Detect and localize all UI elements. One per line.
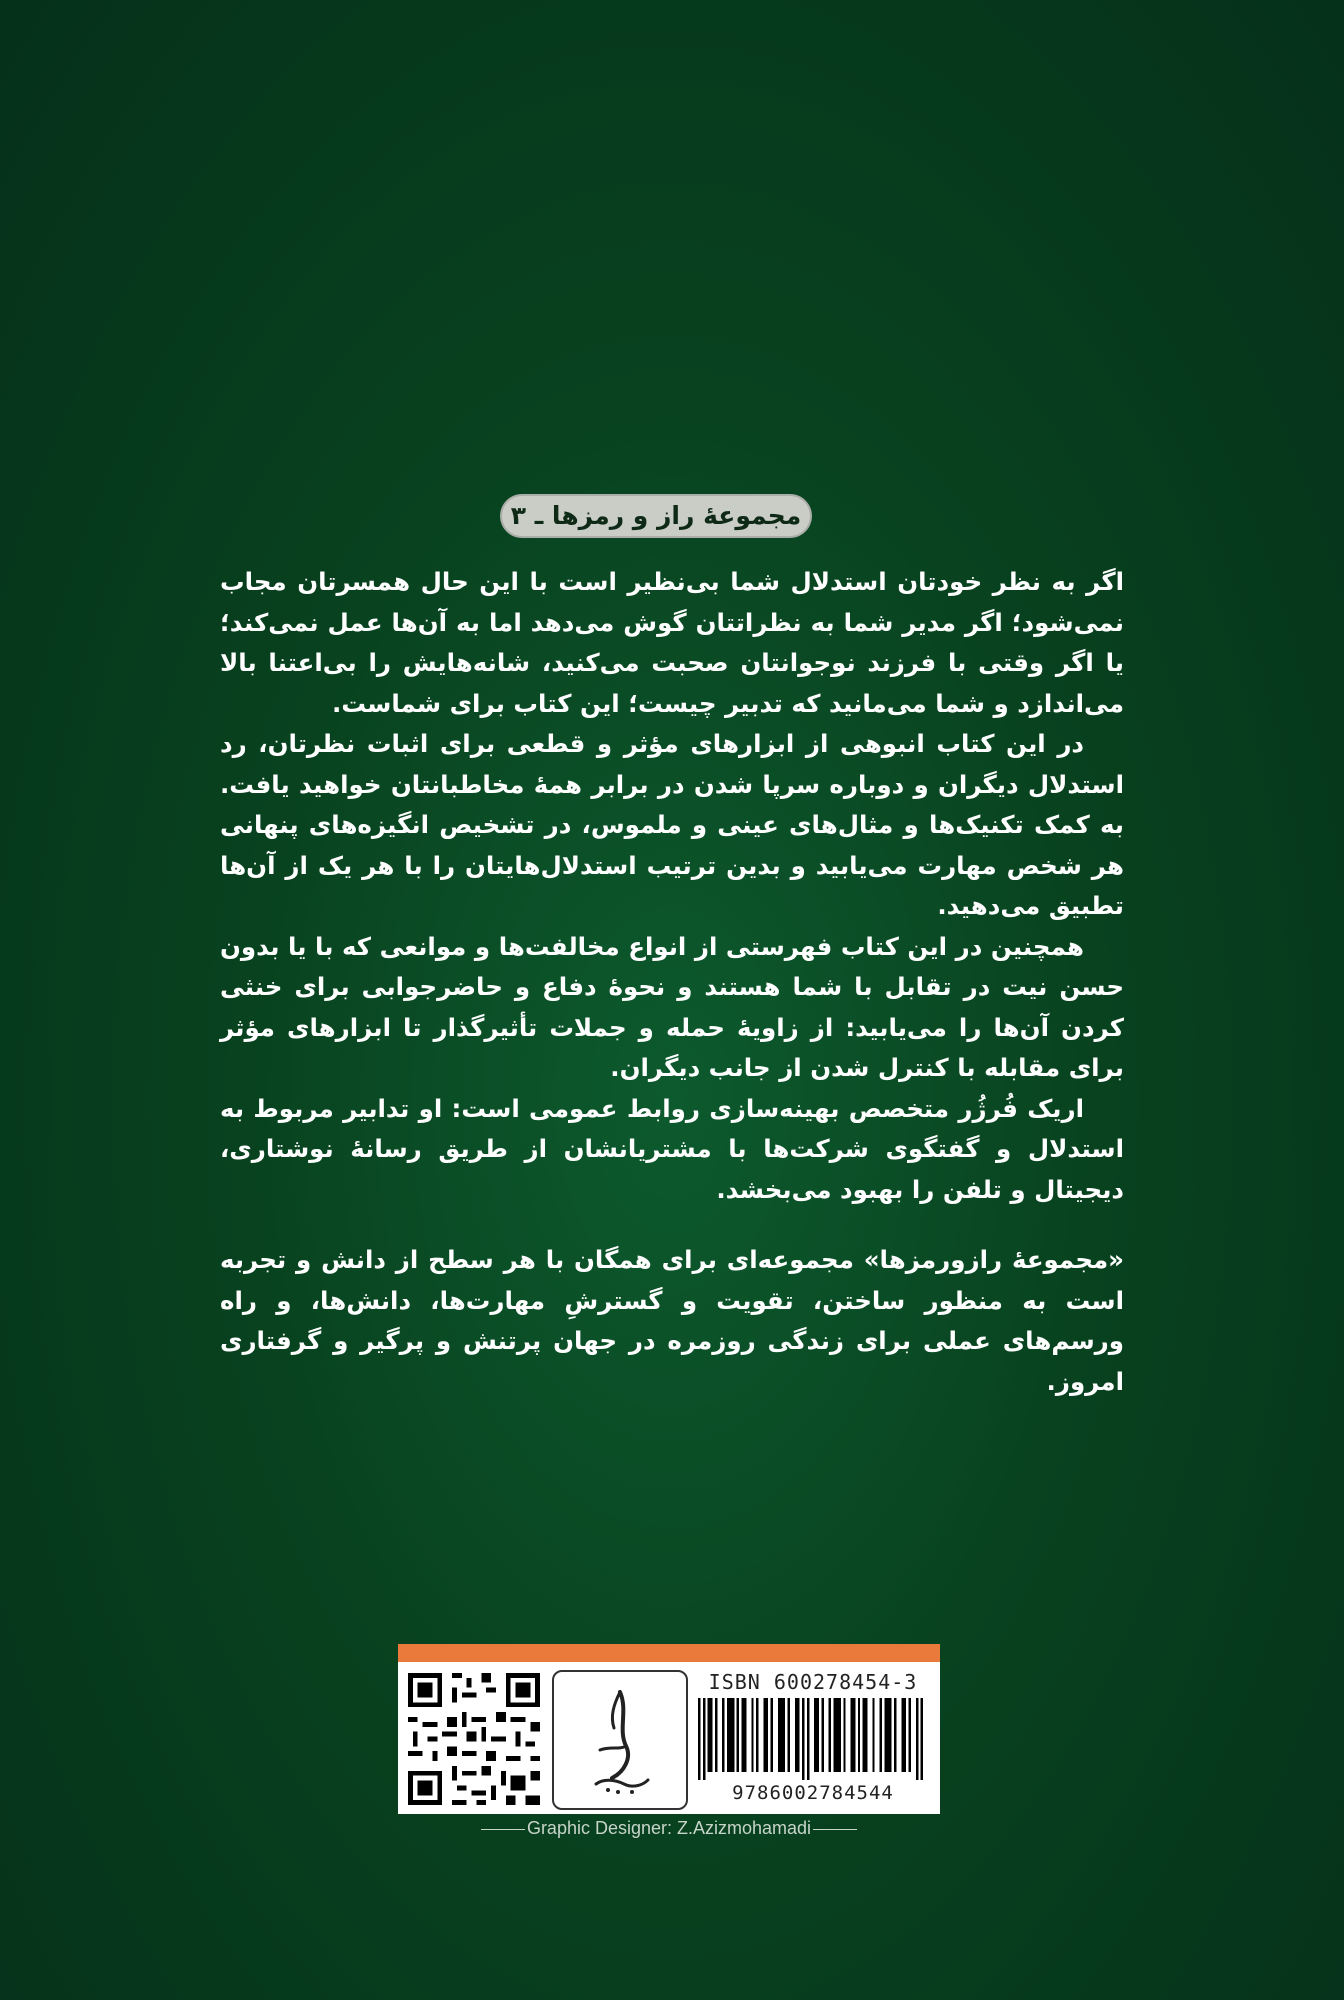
ean-digits: 9786002784544	[732, 1782, 894, 1804]
isbn-barcode-panel	[398, 1644, 940, 1814]
phoenix-logo-icon	[570, 1680, 670, 1800]
series-label: مجموعهٔ راز و رمزها ـ ۳	[510, 501, 802, 530]
publisher-logo	[552, 1670, 688, 1810]
designer-credit-text: Graphic Designer: Z.Azizmohamadi	[526, 1818, 812, 1838]
divider	[481, 1829, 525, 1830]
blurb-paragraph: همچنین در این کتاب فهرستی از انواع مخالفت‌ها و موانعی که با یا بدون حسن نیت در تقابل با شما هستند و نحوهٔ دفاع و حاضرجوابی برای خنثی کردن آن‌ها را می‌یابید: از زاویهٔ حمله و جملات تأثیرگذار تا ابزارهای مؤثر برای مقابله با کنترل شدن از جانب دیگران.	[220, 931, 1124, 1082]
divider	[813, 1829, 857, 1830]
ean-barcode	[698, 1698, 928, 1780]
isbn-label: ISBN 600278454-3	[708, 1670, 918, 1694]
accent-strip	[398, 1644, 940, 1662]
blurb-paragraph: «مجموعهٔ رازورمزها» مجموعه‌ای برای همگان با هر سطح از دانش و تجربه است به منظور ساختن، تقویت و گسترشِ مهارت‌ها، دانش‌ها، و راه ورسم‌های عملی برای زندگی روزمره در جهان پرتنش و پرگیر و گرفتاری امروز.	[220, 1245, 1124, 1396]
blurb-paragraph: اگر به نظر خودتان استدلال شما بی‌نظیر است با این حال همسرتان مجاب نمی‌شود؛ اگر مدیر شما به نظراتتان گوش می‌دهد اما به آن‌ها عمل نمی‌کند؛ یا اگر وقتی با فرزند نوجوانتان صحبت می‌کنید، شانه‌هایش را بی‌اعتنا بالا می‌اندازد و شما می‌مانید که تدبیر چیست؛ این کتاب برای شماست.	[220, 567, 1124, 718]
designer-credit	[398, 1818, 940, 1839]
blurb-paragraph: اریک فُرژُر متخصص بهینه‌سازی روابط عمومی است: او تدابیر مربوط به استدلال و گفتگوی شرکت‌ها با مشتریانشان از طریق رسانهٔ نوشتاری، دیجیتال و تلفن را بهبود می‌بخشد.	[220, 1093, 1124, 1204]
blurb-paragraph: در این کتاب انبوهی از ابزارهای مؤثر و قطعی برای اثبات نظرتان، رد استدلال دیگران و دوباره سرپا شدن در برابر همهٔ مخاطبانتان خواهید یافت. به کمک تکنیک‌ها و مثال‌های عینی و ملموس، در تشخیص انگیزه‌های پنهانی هر شخص مهارت می‌یابید و بدین ترتیب استدلال‌هایتان را با هر یک از آن‌ها تطبیق می‌دهید.	[220, 729, 1124, 920]
series-label-badge	[500, 494, 812, 538]
qr-code-icon	[402, 1668, 546, 1810]
back-cover-blurb	[220, 562, 1124, 1402]
